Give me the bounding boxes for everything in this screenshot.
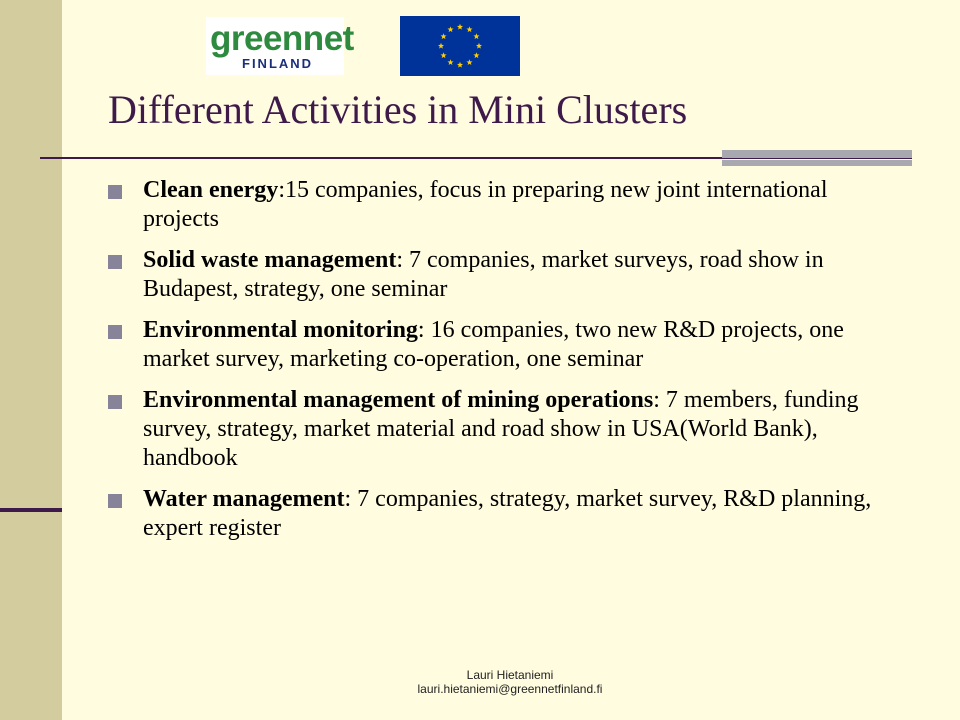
bullet-square-icon [108,395,122,409]
list-item [108,316,888,374]
item-text: : 16 companies, two new R&D projects, one market survey, marketing co-operation, one seminar [143,317,844,372]
item-heading: Environmental monitoring [143,317,418,343]
bullet-square-icon [108,185,122,199]
item-heading: Solid waste management [143,247,397,273]
item-heading: Water management [143,486,345,512]
item-text: : 7 companies, strategy, market survey, R&D planning, expert register [143,486,872,541]
footer-email: lauri.hietaniemi@greennetfinland.fi [417,682,603,696]
greennet-finland-logo [206,17,354,75]
eu-flag-icon [400,16,520,76]
accent-bar-bottom [722,160,912,166]
slide-title: Different Activities in Mini Clusters [108,87,688,132]
list-item [108,386,888,473]
item-text: :15 companies, focus in preparing new joint international projects [143,177,828,232]
list-item [108,485,888,543]
left-decorative-bar [0,0,62,720]
left-bar-accent-line [0,508,62,512]
bullet-square-icon [108,325,122,339]
bullet-square-icon [108,255,122,269]
slide-footer [380,668,640,696]
list-item [108,246,888,304]
bullet-square-icon [108,494,122,508]
item-heading: Clean energy [143,177,279,203]
item-heading: Environmental management of mining operations [143,387,654,413]
logo-subtext: FINLAND [242,56,314,71]
accent-bar-top [722,150,912,158]
footer-author: Lauri Hietaniemi [466,668,554,682]
item-text: : 7 members, funding survey, strategy, market material and road show in USA(World Bank), handbook [143,387,859,471]
list-item [108,176,888,234]
item-text: : 7 companies, market surveys, road show in Budapest, strategy, one seminar [143,247,824,302]
logo-wordmark: greennet [210,19,354,58]
activity-list [108,176,888,555]
